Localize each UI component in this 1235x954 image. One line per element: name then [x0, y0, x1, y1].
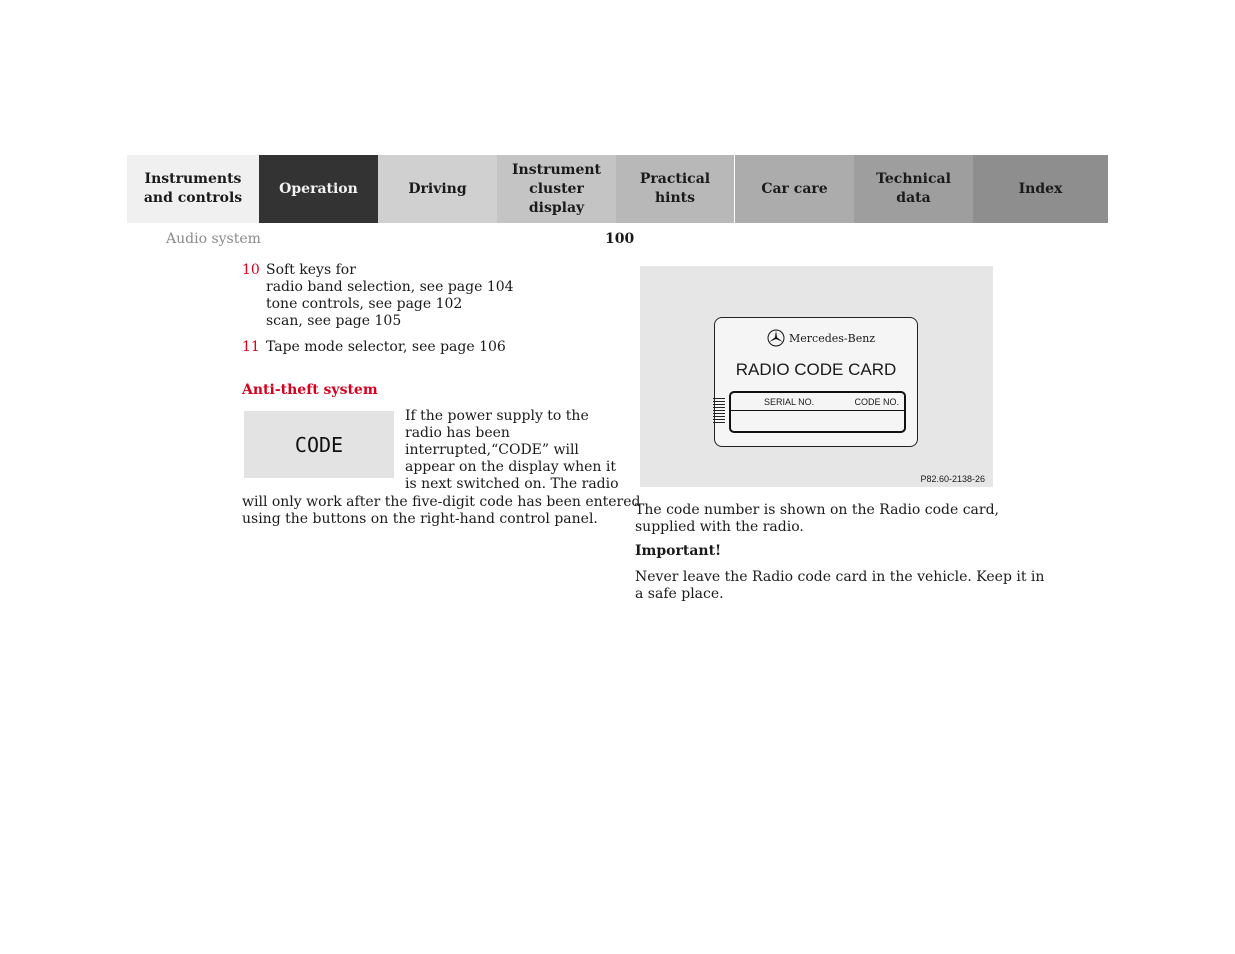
tab-car-care[interactable] — [735, 155, 854, 223]
brand-logo — [767, 328, 875, 348]
caption-line: supplied with the radio. — [635, 519, 804, 535]
tab-instruments-and-controls[interactable] — [127, 155, 259, 223]
item-number: 11 — [242, 339, 260, 355]
paragraph-line: using the buttons on the right-hand control panel. — [242, 511, 598, 527]
barcode-strip — [713, 398, 725, 424]
tab-instrument-cluster-display[interactable] — [497, 155, 616, 223]
tab-label: Instrument cluster display — [512, 161, 601, 216]
important-label: Important! — [635, 543, 722, 559]
tab-label: Car care — [761, 180, 828, 197]
section-label: Audio system — [166, 231, 261, 247]
tab-label: Practical hints — [639, 171, 711, 206]
section-heading: Anti-theft system — [242, 382, 378, 398]
item-line: tone controls, see page 102 — [266, 296, 463, 312]
radio-code-card-figure — [640, 266, 993, 487]
item-line: Tape mode selector, see page 106 — [266, 339, 506, 355]
item-line: radio band selection, see page 104 — [266, 279, 514, 295]
paragraph-wrap — [405, 408, 619, 493]
mercedes-star-icon — [767, 329, 785, 347]
tab-driving[interactable] — [378, 155, 497, 223]
chapter-tab-bar — [127, 155, 1108, 223]
figure-caption — [635, 502, 999, 536]
tab-label: Instruments and controls — [143, 171, 243, 206]
code-label: CODE NO. — [854, 397, 899, 407]
tab-technical-data[interactable] — [854, 155, 973, 223]
display-text: CODE — [294, 432, 344, 457]
tab-label: Index — [1018, 180, 1063, 197]
tab-index[interactable] — [973, 155, 1108, 223]
tab-label: Operation — [279, 180, 358, 197]
tab-label: Technical data — [876, 171, 951, 206]
figure-reference: P82.60-2138-26 — [920, 474, 985, 484]
tab-label: Driving — [408, 180, 467, 197]
tab-operation[interactable] — [259, 155, 378, 223]
item-line: Soft keys for — [266, 262, 356, 278]
warning-line: a safe place. — [635, 586, 724, 602]
divider — [731, 410, 904, 411]
brand-name: Mercedes-Benz — [789, 331, 876, 345]
paragraph-full — [242, 494, 640, 528]
paragraph-line: radio has been — [405, 425, 510, 441]
paragraph-line: interrupted,“CODE” will — [405, 442, 579, 458]
caption-line: The code number is shown on the Radio code card, — [635, 502, 1000, 518]
tab-practical-hints[interactable] — [616, 155, 735, 223]
code-display-image — [244, 411, 394, 478]
item-line: scan, see page 105 — [266, 313, 402, 329]
paragraph-line: If the power supply to the — [405, 408, 589, 424]
page-number: 100 — [605, 231, 635, 247]
important-heading — [635, 543, 721, 560]
paragraph-line: is next switched on. The radio — [405, 476, 619, 492]
warning-line: Never leave the Radio code card in the vehicle. Keep it in — [635, 569, 1045, 585]
radio-code-card — [714, 317, 918, 447]
serial-code-box — [729, 391, 906, 433]
paragraph-line: appear on the display when it — [405, 459, 616, 475]
serial-label: SERIAL NO. — [764, 397, 815, 407]
item-number: 10 — [242, 262, 260, 278]
card-title: RADIO CODE CARD — [735, 360, 897, 379]
warning-text — [635, 569, 1044, 603]
paragraph-line: will only work after the five-digit code has been entered — [242, 494, 641, 510]
